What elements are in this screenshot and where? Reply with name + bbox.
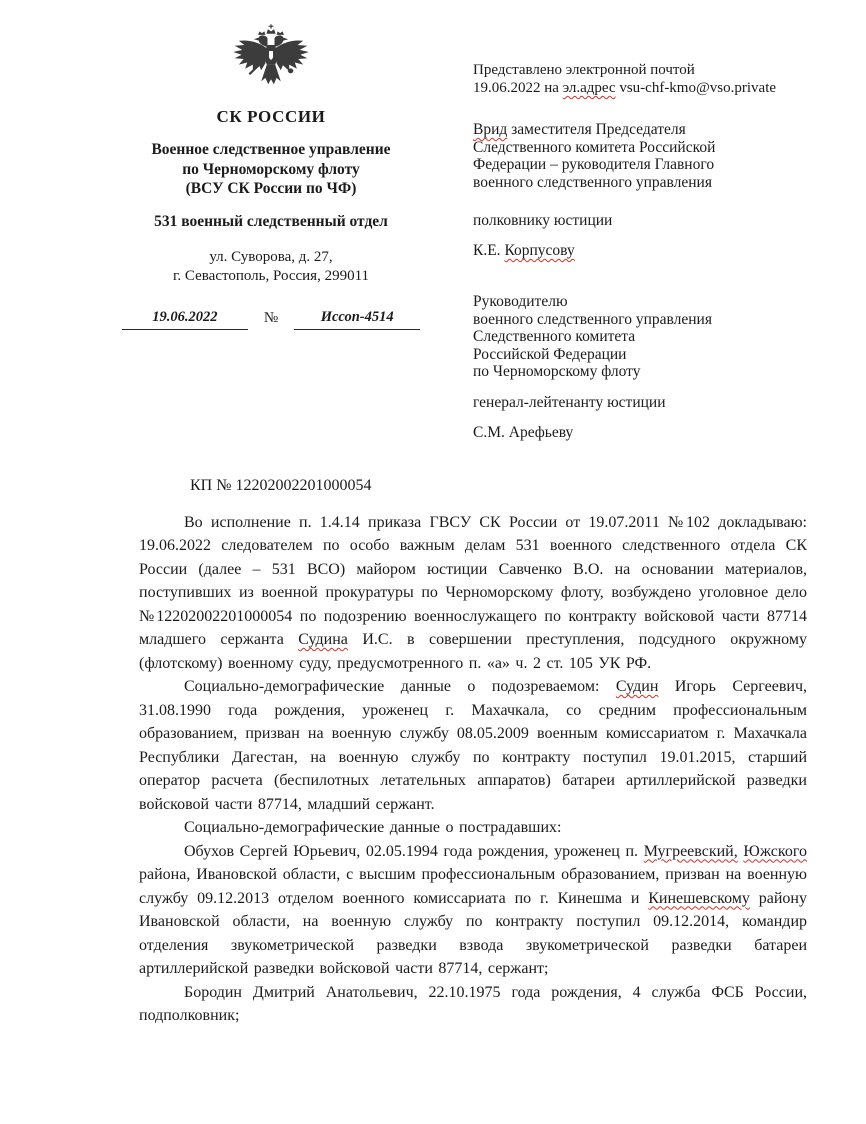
body-paragraph [139,675,807,816]
addressee-rank: полковнику юстиции [473,212,613,230]
date-field: 19.06.2022 [122,309,248,330]
text-segment: С.М. Арефьеву [473,423,574,441]
addressee-name [473,242,808,260]
text-segment: vsu-chf-kmo@vso.private [615,80,777,96]
addressee-title-line [473,156,808,174]
misspelled-word: Корпусову [504,241,575,259]
letterhead [75,24,467,330]
addressee-title-line [473,311,808,329]
body-paragraph [139,981,807,1028]
addressee-title-line [473,328,808,346]
text-segment: Федерации – руководителя Главного [473,156,715,174]
addressee-name [473,424,808,442]
addressee-title [473,293,808,381]
number-sign: № [263,309,279,326]
text-segment: Руководителю [473,293,568,310]
address-line: ул. Суворова, д. 27, [209,248,333,265]
body-paragraph [139,840,807,981]
text-segment: военного следственного управления [473,310,712,328]
department-name: 531 военный следственный отдел [154,212,388,230]
text-segment: Следственного комитета [473,328,636,346]
addressee-secondary [473,293,808,441]
addressee-title-line [473,293,808,311]
doc-number-field: Иссоп-4514 [294,309,420,330]
misspelled-word: Врид [473,121,508,138]
text-segment: Игорь Сергеевич, 31.08.1990 года рождения, уроженец г. Махачкала, со средним профессиональным образованием, призван на военную службу 08.05.2009 военным комиссариатом г. Махачкала Республики Дагестан, на военную службу по контракту поступил 19.01.2015, старший оператор расчета (беспилотных летательных аппаратов) батареи артиллерийской разведки войсковой части 87714, младший сержант. [139,678,808,813]
misspelled-word: Мугреевский, [643,842,738,860]
misspelled-word: Судина [298,631,348,648]
body-paragraphs [139,511,807,1028]
address-line: г. Севастополь, Россия, 299011 [172,268,370,284]
text-segment: Бородин Дмитрий Анатольевич, 22.10.1975 года рождения, 4 служба ФСБ России, подполковник; [139,983,807,1024]
document-body [139,474,807,1028]
text-segment: заместителя Председателя [507,121,686,138]
org-address [75,248,467,287]
text-segment: Социально-демографические данные о подозреваемом: [184,678,616,695]
addressee-title [473,121,808,191]
date-number-row [75,309,467,330]
misspelled-word: Южского [743,842,808,860]
misspelled-word: Кинешевскому [648,889,750,907]
text-segment: военного следственного управления [473,173,712,191]
case-number: КП № 12202002201000054 [190,477,372,494]
text-segment: И.С. в совершении преступления, подсудного окружному (флотскому) военному суду, предусмотренного п. «а» ч. 2 ст. 105 УК РФ. [139,631,807,672]
division-line: по Черноморскому флоту [182,160,360,178]
text-segment: району Ивановской области, на военную службу по контракту поступил 09.12.2014, командир отделения звукометрической разведки взвода звукометрической разведки батареи артиллерийской разведки войсковой части 87714, сержант; [139,889,807,977]
misspelled-word: Судин [615,678,659,695]
text-segment: Обухов Сергей Юрьевич, 02.05.1994 года рождения, уроженец п. [184,842,644,860]
text-segment: 19.06.2022 на [473,80,563,96]
addressee-title-line [473,121,808,139]
body-paragraph [139,511,807,676]
delivery-note [473,61,833,97]
misspelled-word: эл.адрес [562,80,616,96]
addressee-primary [473,121,808,260]
addressee-rank: генерал-лейтенанту юстиции [473,393,666,411]
division-line: (ВСУ СК России по ЧФ) [185,180,357,197]
delivery-note-line: Представлено электронной почтой [473,62,695,78]
text-segment: Российской Федерации [473,345,627,363]
text-segment: района, Ивановской области, с высшим профессиональным образованием, призван на военную службу 09.12.2013 отделом военного комиссариата по г. Кинешма и [139,866,807,907]
text-segment: Следственного комитета Российской [473,138,716,156]
org-name: СК РОССИИ [216,107,326,126]
text-segment: по Черноморскому флоту [473,363,641,381]
addressee-title-line [473,346,808,364]
addressee-title-line [473,139,808,157]
addressee-title-line [473,174,808,192]
body-paragraph [139,816,807,840]
text-segment: Во исполнение п. 1.4.14 приказа ГВСУ СК России от 19.07.2011 №102 докладываю: 19.06.2022 следователем по особо важным делам 531 военного следственного отдела СК России (далее – 531 ВСО) майором юстиции Савченко В.О. на основании материалов, поступивших из военной прокуратуры по Черноморскому флоту, возбуждено уголовное дело №12202002201000054 по подозрению военнослужащего по контракту войсковой части 87714 младшего сержанта [139,513,807,648]
addressee-title-line [473,363,808,381]
delivery-note-line [473,79,833,97]
coat-of-arms-emblem [229,24,313,94]
division-line: Военное следственное управление [151,141,391,158]
text-segment: Социально-демографические данные о пострадавших: [184,819,562,836]
division-name [75,140,467,199]
text-segment: К.Е. [473,241,505,259]
